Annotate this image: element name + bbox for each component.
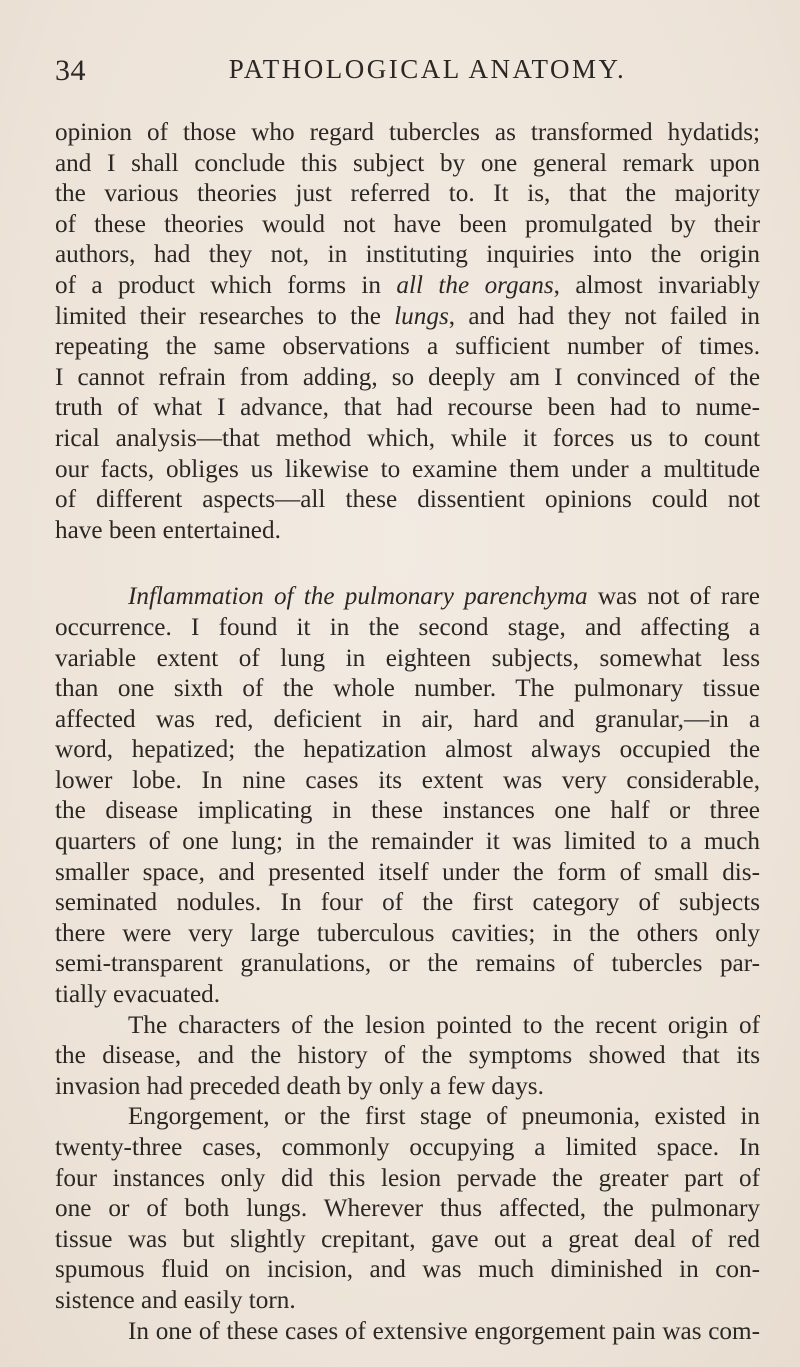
text-line: have been entertained. [55,516,281,544]
text-line [55,302,760,333]
text-line: our facts, obliges us likewise to examine them under a multitude [55,455,760,483]
text-line: truth of what I advance, that had recourse been had to nume- [55,394,760,422]
text-line: rical analysis—that method which, while it forces us to count [55,424,760,452]
text-line: The characters of the lesion pointed to the recent origin of [128,1011,760,1039]
text-line: sistence and easily torn. [55,1286,296,1314]
text-line: seminated nodules. In four of the first category of subjects [55,889,760,917]
text-line: I cannot refrain from adding, so deeply am I convinced of the [55,363,760,391]
text-fragment: limited their researches to the [55,302,395,330]
text-line: spumous fluid on incision, and was much diminished in con- [55,1256,760,1284]
text-line: of different aspects—all these dissentient opinions could not [55,486,760,514]
body-text [55,118,760,1347]
text-line [55,271,760,302]
text-line: one or of both lungs. Wherever thus affected, the pulmonary [55,1195,760,1223]
text-line: In one of these cases of extensive engorgement pain was com- [128,1317,760,1345]
text-fragment: of a product which forms in [55,271,397,299]
text-fragment: was not of rare [587,583,760,611]
emphasis-all-the-organs: all the organs [396,271,554,299]
text-line: repeating the same observations a sufficient number of times. [55,333,760,361]
text-line: the disease implicating in these instances one half or three [55,797,760,825]
text-line: four instances only did this lesion pervade the greater part of [55,1164,760,1192]
text-line: twenty-three cases, commonly occupying a limited space. In [55,1134,760,1161]
text-line: lower lobe. In nine cases its extent was very considerable, [55,766,760,794]
text-line: variable extent of lung in eighteen subjects, somewhat less [55,644,760,672]
text-line: and I shall conclude this subject by one general remark upon [55,149,760,177]
text-line: the various theories just referred to. It is, that the majority [55,180,760,208]
text-line [55,582,760,613]
text-line: tissue was but slightly crepitant, gave out a great deal of red [55,1225,760,1253]
text-line: affected was red, deficient in air, hard and granular,—in a [55,705,760,733]
text-line: than one sixth of the whole number. The pulmonary tissue [55,675,760,703]
text-line: semi-transparent granulations, or the remains of tubercles par- [55,950,760,978]
text-line: invasion had preceded death by only a few days. [55,1072,544,1100]
paragraph-gap [55,546,760,582]
text-line: opinion of those who regard tubercles as transformed hydatids; [55,119,760,146]
text-line: quarters of one lung; in the remainder it was limited to a much [55,828,760,856]
text-line: there were very large tuberculous cavities; in the others only [55,919,760,947]
text-line: occurrence. I found it in the second stage, and affecting a [55,613,760,641]
text-line: smaller space, and presented itself under the form of small dis- [55,858,760,886]
text-line: authors, had they not, in instituting inquiries into the origin [55,241,760,269]
running-head [55,54,760,94]
text-line: of these theories would not have been promulgated by their [55,210,760,238]
text-fragment: , and had they not failed in [448,302,761,330]
text-line: word, hepatized; the hepatization almost always occupied the [55,736,760,764]
emphasis-inflammation: Inflammation of the pulmonary parenchyma [128,583,588,611]
text-line: Engorgement, or the first stage of pneumonia, existed in [128,1103,760,1131]
emphasis-lungs: lungs [394,302,449,330]
running-head-title: PATHOLOGICAL ANATOMY. [228,54,627,84]
text-fragment: , almost invariably [553,271,761,299]
text-line: tially evacuated. [55,981,221,1009]
text-line: the disease, and the history of the symptoms showed that its [55,1042,760,1070]
page-number: 34 [55,54,86,87]
